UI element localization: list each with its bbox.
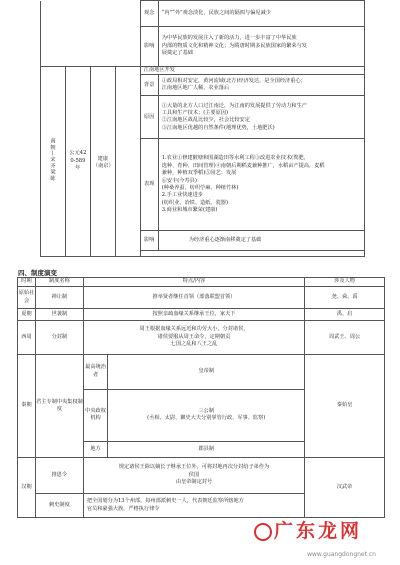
han-line: 规定诸侯王除以嫡长子继承王位外，可将封地再次分封给子弟作为 [118,464,270,471]
impact-line: 展奠定了基础 [161,50,193,57]
manifest-line: (种桑养蚕、纺织苧麻、种植竹林) [161,184,239,191]
header-period: 时期 [18,278,36,287]
name-cell: 君主专制中央集权制度 [35,355,83,458]
header-people: 涉及人物 [305,278,385,287]
zhou-line: 七国之乱和八王之乱 [170,341,218,348]
header-name: 制度名称 [35,278,83,287]
years-cell [65,67,90,257]
period-cell: 秦朝 [18,355,36,458]
qin-label: 最高统治者 [84,355,108,389]
people-cell: 周武王、周公 [305,321,385,355]
period-cell: 西周 [18,321,36,355]
manifest-line: (纺织业、冶铁、造纸、瓷器) [161,199,228,206]
blank-cell [115,67,140,257]
name-cell: 刺史制度 [35,494,83,518]
reason-text [158,96,364,139]
zhou-line: 诸侯要服从周王命令，定期朝贡 [157,333,231,340]
period-cell: 汉朝 [18,458,36,518]
people-cell: 尧、舜、禹 [305,287,385,309]
period-cell: 夏朝 [18,309,36,321]
watermark-text: 广东龙网 [273,520,362,542]
reason-line: ①大量的北方人口过江南迁，为江南的发展提供了劳动力和生产 [161,102,307,109]
reason-line: 工具和生产技术；(主要原因) [161,110,228,116]
manifest-text [158,139,364,231]
blank-cell [41,1,141,67]
people-cell: 秦始皇 [305,355,385,458]
watermark-logo [254,516,362,543]
period: 原始社会 [18,290,35,304]
period-cell [18,287,36,309]
row-label-impact: 影响 [140,27,158,67]
background-line: ①政局相对安定，黄河流域(北方)经济发达，是全国经济重心； [161,78,306,84]
row-label-background: 背景 [140,75,158,96]
qin-value: 郡县制 [108,441,304,457]
background-text [158,75,364,96]
content-cell: 推举贤者继任首领（部落联盟首领） [83,287,304,309]
jiangnan-title: 江南地区开发 [140,67,364,75]
impact-line: 内部的物质文化和精神文化；为隋唐时期多民族国家的繁荣与发 [161,42,307,49]
manifest-line: 1.农业①修建陂塘和围湖造田等水利工程③改进农业技术(粪肥、 [161,155,309,162]
header-content: 特点/内容 [83,278,304,287]
manifest-line: ⑥安丰(今寿县) [161,177,197,184]
years: 公元420-589年 [69,150,87,172]
watermark-url: www.guangdongnet.cn [307,551,376,558]
section-title: 四、制度演变 [18,269,57,277]
background-line: 江南地区地广人稀，农业落后 [161,85,230,92]
supervise-line: 把全国划分为13个州部，每州部派刺史一人，代表朝廷监察所辖地方 [86,498,244,505]
name-cell: 禅让制 [35,287,83,309]
concept-text: “内”“外”观念淡化，民族之间的隔阂与偏见减少 [158,1,364,27]
spacer-row [140,251,364,257]
content-cell [83,458,304,494]
name-cell: 推恩令 [35,458,83,494]
zhou-line: 周王根据血缘关系远近和功劳大小，分封诸侯， [139,326,249,333]
period-cell [41,67,66,257]
impact-line: 为中华民族的发展注入了新的活力，进一步丰富了中华民族 [161,35,297,42]
content-cell [83,321,304,355]
capital-cell [90,67,115,257]
supervise-line: 官员和豪强大族，严格执行律令 [86,505,160,512]
content-cell [83,494,304,518]
reason-line: ③江南地区优越的自然条件(地理优势，土地肥沃) [161,124,275,131]
name-cell: 分封制 [35,321,83,355]
people-cell: 汉武帝 [305,458,385,518]
qin-detail-cell [83,355,304,458]
row-label-manifest: 表现 [140,139,158,231]
qin-label: 中央政权机构 [84,389,108,441]
impact-text [158,27,364,67]
han-line: 由皇帝制定封号 [175,479,213,486]
name-cell: 世袭制 [35,309,83,321]
manifest-line: 选种、育种、田间管理)④南朝后期稻麦兼种推广，水稻亩产提高，麦稻 [161,162,325,169]
people-cell: 禹、启 [305,309,385,321]
row-label-effect: 影响 [140,231,158,251]
qin-line: (丞相、太尉、御史大夫分别掌管行政、军事、监察) [147,415,266,421]
qin-label: 地方 [84,441,108,457]
row-label-reason: 原因 [140,96,158,139]
manifest-line: 3.商业和城市繁荣(建康) [161,207,218,214]
qin-value: 皇帝制 [108,355,304,389]
qin-value [108,389,304,441]
reason-line: ②江南地区战乱比较少，社会比较安定 [161,117,250,124]
row-label-concept: 观念 [140,1,158,27]
institution-table [17,277,385,518]
logo-mark-icon [254,523,272,541]
effect-text: 为经济重心逐渐南移奠定了基础 [158,231,364,251]
capital: 建康（南京） [92,155,114,170]
qin-line: 三公制 [198,407,215,414]
manifest-line: 兼种，种植双季稻)⑤园艺：发展 [161,170,237,177]
period-name: 南朝—宋齐梁陈 [49,138,56,182]
content-cell: 按照亲疏血缘关系继承王位，家天下 [83,309,304,321]
south-dynasty-table [40,0,365,257]
qin-detail-table [84,355,304,457]
han-line: 侯国 [188,471,200,478]
manifest-line: 2.手工业快速进步 [161,192,203,199]
